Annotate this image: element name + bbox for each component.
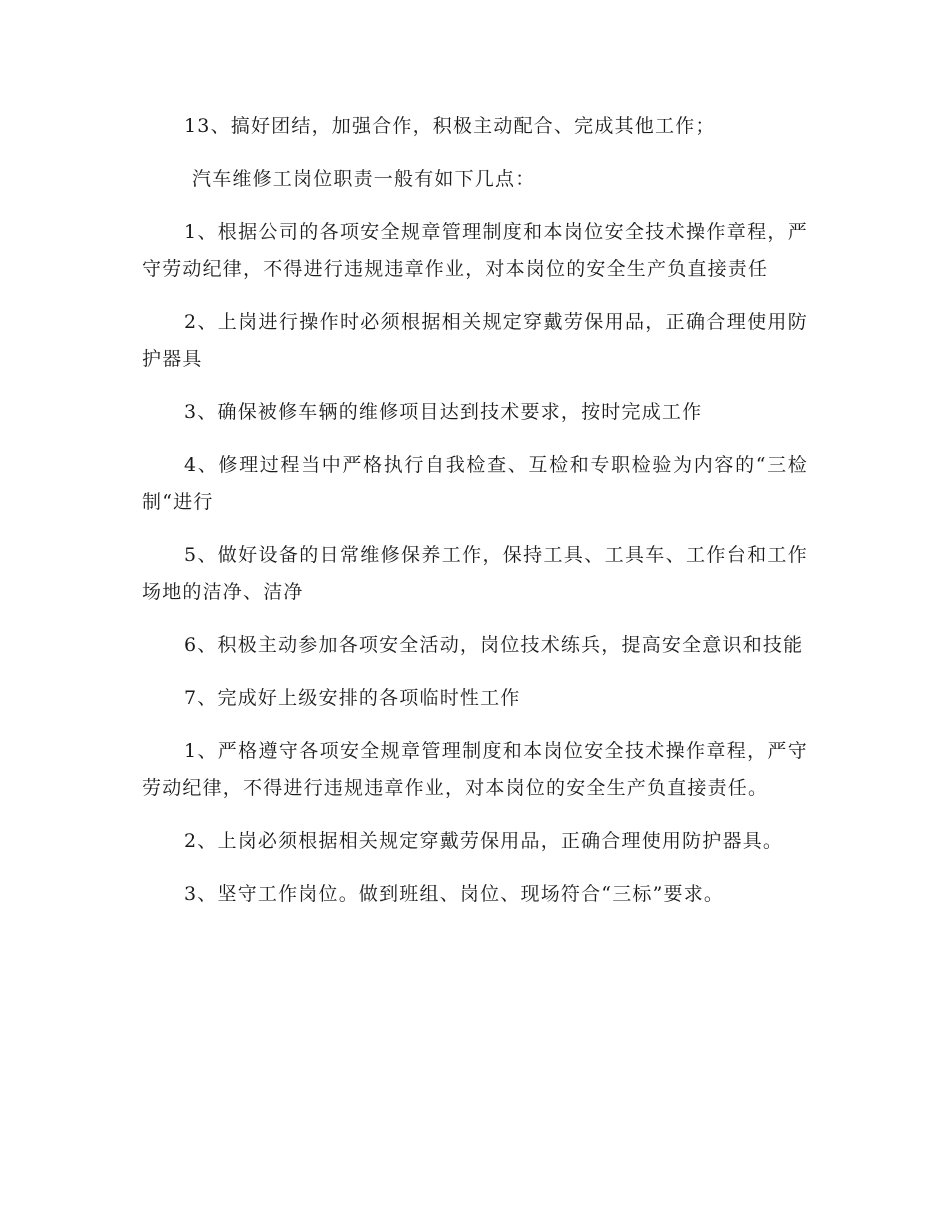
paragraph-rule-3: 3、坚守工作岗位。做到班组、岗位、现场符合“三标”要求。 [184,883,725,905]
paragraph-rule-2: 2、上岗必须根据相关规定穿戴劳保用品，正确合理使用防护器具。 [184,830,784,852]
document-page [142,108,808,929]
paragraph-13-unity: 13、搞好团结，加强合作，积极主动配合、完成其他工作； [184,115,716,137]
paragraph-duty-5: 5、做好设备的日常维修保养工作，保持工具、工具车、工作台和工作场地的洁净、洁净 [142,544,808,603]
paragraph-intro-duties: 汽车维修工岗位职责一般有如下几点： [192,168,536,190]
paragraph-duty-2: 2、上岗进行操作时必须根据相关规定穿戴劳保用品，正确合理使用防护器具 [142,311,808,370]
paragraph-duty-6: 6、积极主动参加各项安全活动，岗位技术练兵，提高安全意识和技能 [184,634,804,656]
paragraph-duty-7: 7、完成好上级安排的各项临时性工作 [184,687,521,709]
paragraph-duty-4: 4、修理过程当中严格执行自我检查、互检和专职检验为内容的“三检制“进行 [142,454,808,513]
paragraph-duty-1: 1、根据公司的各项安全规章管理制度和本岗位安全技术操作章程，严守劳动纪律，不得进行违规违章作业，对本岗位的安全生产负直接责任 [142,221,808,280]
paragraph-rule-1: 1、严格遵守各项安全规章管理制度和本岗位安全技术操作章程，严守劳动纪律，不得进行违规违章作业，对本岗位的安全生产负直接责任。 [142,740,808,799]
paragraph-duty-3: 3、确保被修车辆的维修项目达到技术要求，按时完成工作 [184,401,703,423]
